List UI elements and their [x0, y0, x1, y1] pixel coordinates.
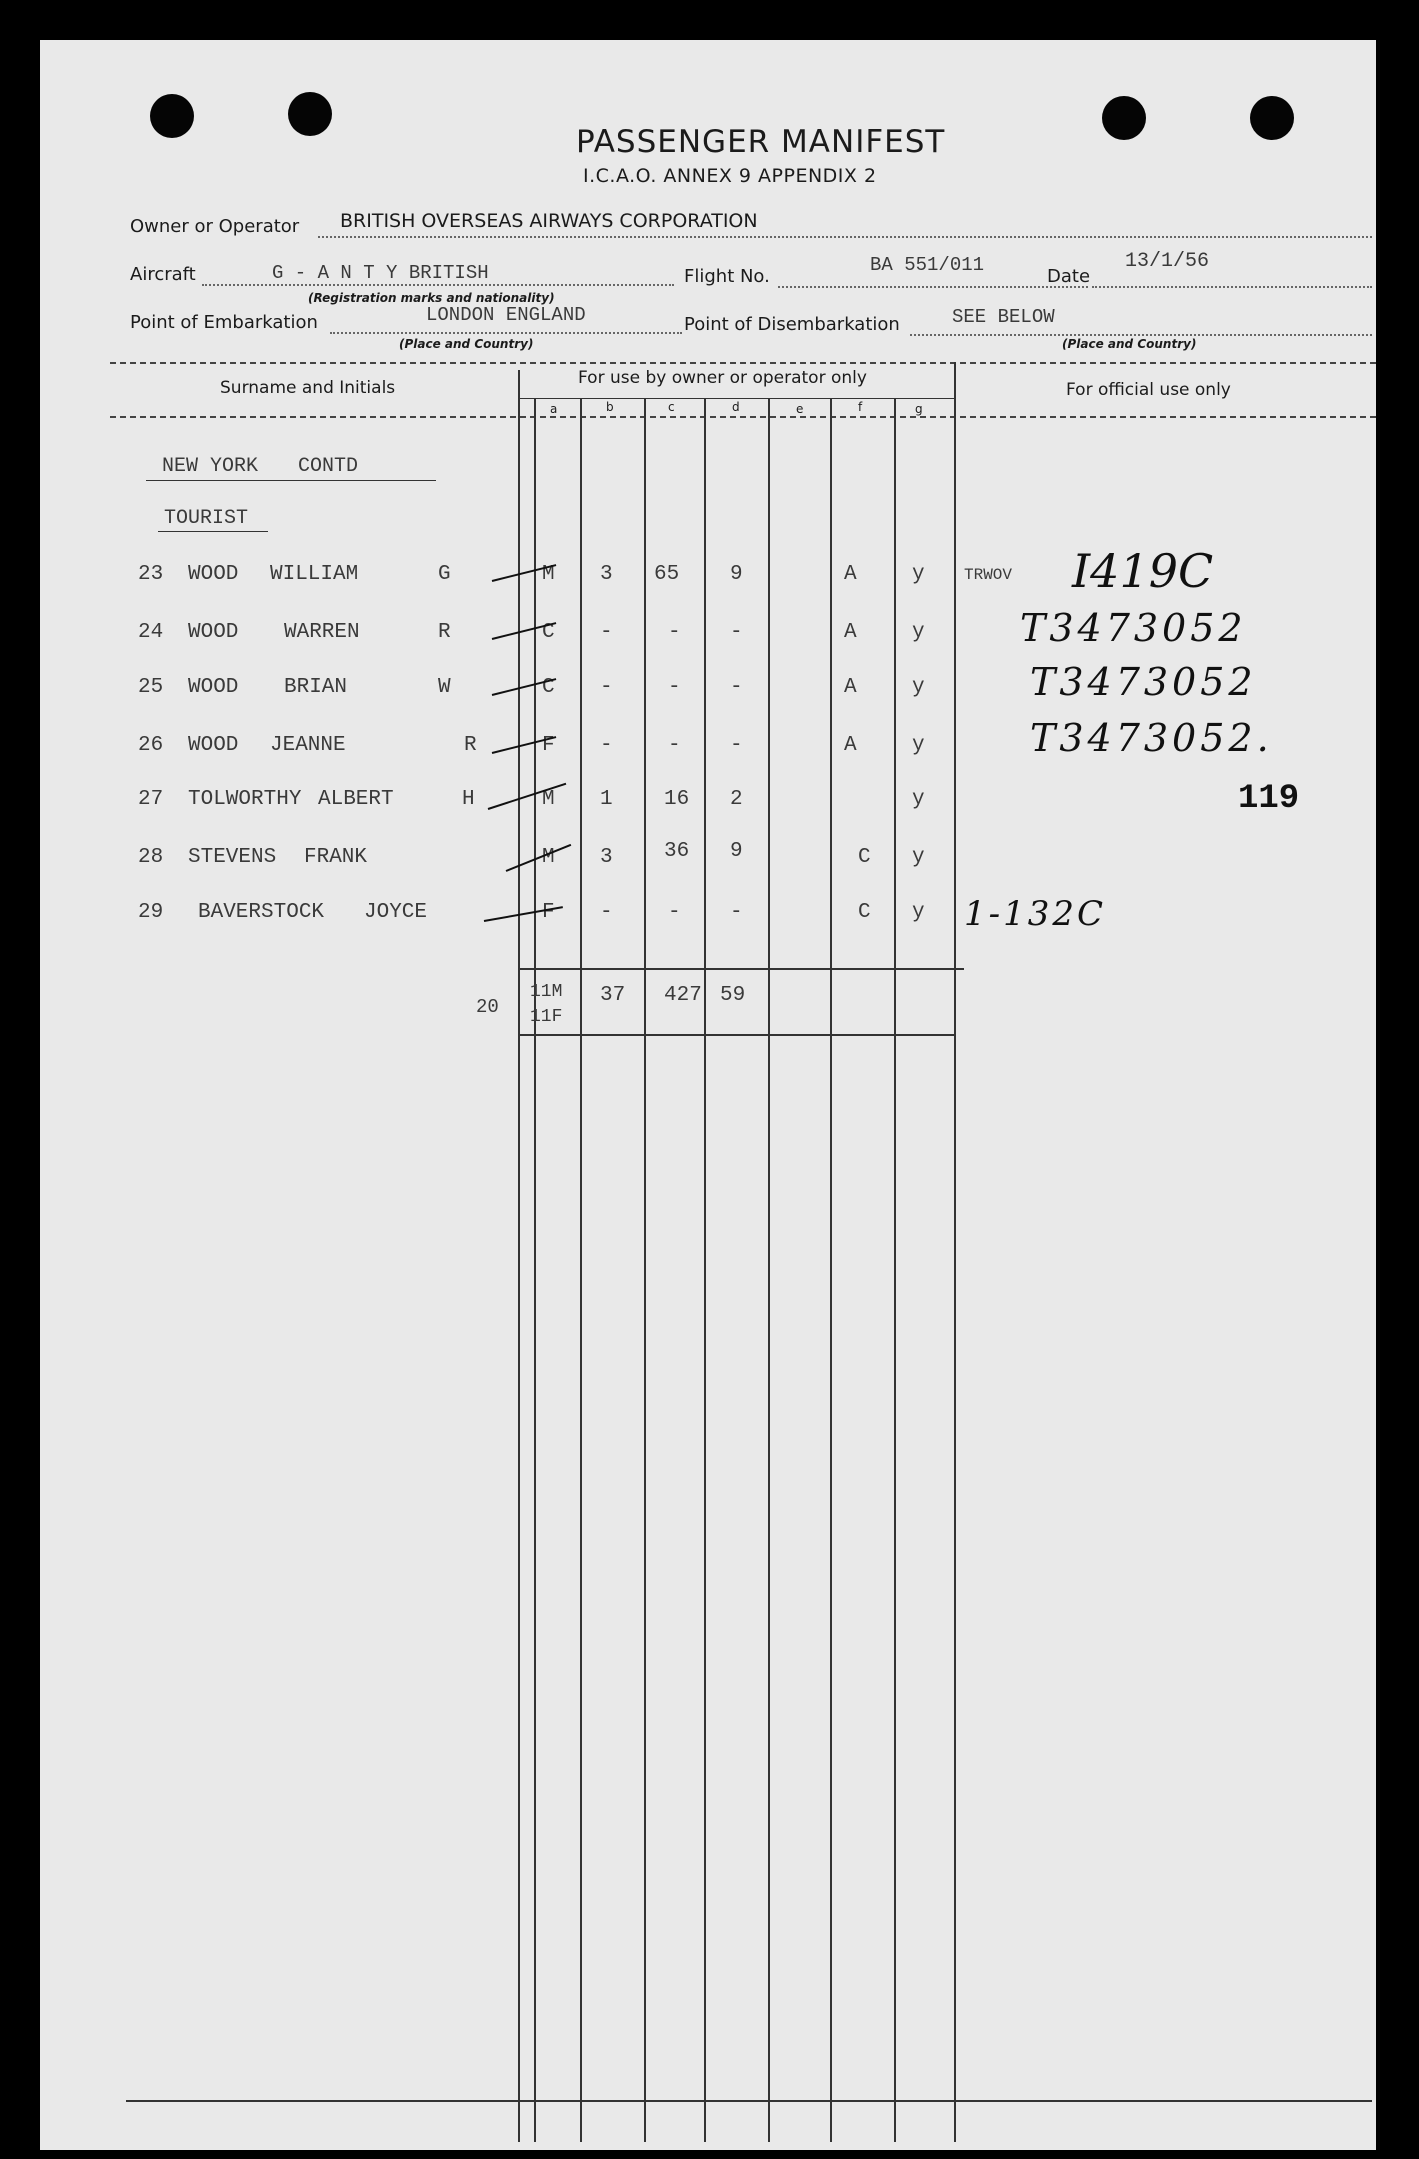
cell-a: F: [542, 734, 555, 757]
cell-b: -: [600, 676, 613, 699]
page-bottom-rule: [126, 2100, 1372, 2102]
page-number: 119: [1238, 780, 1300, 818]
official-entry: T3473052.: [1030, 716, 1273, 760]
disembarkation-label: Point of Disembarkation: [684, 314, 900, 335]
totals-a-male: 11M: [530, 982, 563, 1002]
passenger-surname: WOOD: [188, 621, 239, 644]
passenger-initial: G: [438, 563, 451, 586]
page-title: PASSENGER MANIFEST: [576, 124, 946, 160]
passenger-first-name: JEANNE: [270, 734, 346, 757]
passenger-surname: WOOD: [188, 734, 239, 757]
aircraft-label: Aircraft: [130, 264, 196, 285]
official-prefix: TRWOV: [964, 566, 1013, 584]
passenger-surname: BAVERSTOCK: [198, 901, 325, 924]
class-underline: [158, 531, 268, 532]
sub-header-g: g: [915, 402, 923, 416]
punch-hole-3: [1102, 96, 1146, 140]
aircraft-caption: (Registration marks and nationality): [308, 291, 555, 305]
passenger-surname: TOLWORTHY: [188, 788, 302, 811]
totals-d: 59: [720, 984, 746, 1007]
cell-c: -: [668, 901, 681, 924]
passenger-surname: WOOD: [188, 563, 239, 586]
row-number: 28: [138, 846, 164, 869]
cell-d: -: [730, 734, 743, 757]
cell-c: 65: [654, 563, 680, 586]
date-label: Date: [1047, 266, 1091, 287]
passenger-surname: STEVENS: [188, 846, 277, 869]
cell-b: 3: [600, 846, 613, 869]
row-number: 27: [138, 788, 164, 811]
flight-dotted-line: [778, 286, 1088, 288]
official-entry: T3473052: [1020, 606, 1247, 650]
totals-count: 20: [476, 996, 499, 1018]
row-number: 23: [138, 563, 164, 586]
passenger-initial: R: [464, 734, 477, 757]
passenger-first-name: WILLIAM: [270, 563, 359, 586]
cell-g: y: [912, 621, 925, 644]
cell-g: y: [912, 563, 925, 586]
passenger-first-name: ALBERT: [318, 788, 394, 811]
column-divider-c: [644, 398, 646, 2142]
cell-g: y: [912, 846, 925, 869]
official-entry: I419C: [1072, 544, 1214, 598]
date-dotted-line: [1092, 286, 1372, 288]
cell-f: A: [844, 563, 857, 586]
owner-value: BRITISH OVERSEAS AIRWAYS CORPORATION: [340, 210, 758, 232]
column-header-name: Surname and Initials: [220, 378, 396, 398]
column-divider-e: [768, 398, 770, 2142]
cell-a: C: [542, 621, 555, 644]
column-divider-official: [954, 362, 956, 2142]
passenger-first-name: WARREN: [284, 621, 360, 644]
owner-label: Owner or Operator: [130, 216, 300, 237]
punch-hole-2: [288, 92, 332, 136]
section-contd: CONTD: [298, 455, 359, 478]
check-mark: [506, 844, 572, 872]
cell-a: F: [542, 901, 555, 924]
embarkation-caption: (Place and Country): [399, 337, 534, 351]
date-value: 13/1/56: [1125, 250, 1210, 273]
cell-d: 2: [730, 788, 743, 811]
cell-a: M: [542, 788, 555, 811]
cell-f: C: [858, 901, 871, 924]
cell-c: -: [668, 676, 681, 699]
passenger-initial: H: [462, 788, 475, 811]
cell-d: -: [730, 676, 743, 699]
cell-d: 9: [730, 563, 743, 586]
owner-dotted-line: [318, 236, 1372, 238]
passenger-surname: WOOD: [188, 676, 239, 699]
cell-a: M: [542, 563, 555, 586]
column-divider-name: [518, 370, 520, 2142]
sub-header-b: b: [606, 400, 614, 414]
sub-header-e: e: [796, 402, 804, 416]
column-divider-f: [830, 398, 832, 2142]
embarkation-value: LONDON ENGLAND: [426, 304, 586, 326]
passenger-initial: W: [438, 676, 451, 699]
manifest-page: [40, 40, 1376, 2150]
cell-c: -: [668, 734, 681, 757]
punch-hole-1: [150, 94, 194, 138]
disembarkation-dotted-line: [910, 334, 1372, 336]
official-entry: T3473052: [1030, 660, 1257, 704]
row-number: 25: [138, 676, 164, 699]
cell-c: 16: [664, 788, 690, 811]
aircraft-dotted-line: [202, 284, 674, 286]
embarkation-label: Point of Embarkation: [130, 312, 318, 333]
sub-header-c: c: [668, 400, 675, 414]
cell-f: C: [858, 846, 871, 869]
cell-d: -: [730, 901, 743, 924]
column-header-owner-use: For use by owner or operator only: [578, 368, 867, 388]
cell-f: A: [844, 621, 857, 644]
totals-top-rule: [518, 968, 964, 970]
page-subtitle: I.C.A.O. ANNEX 9 APPENDIX 2: [583, 165, 877, 187]
sub-header-a: a: [550, 402, 558, 416]
section-destination: NEW YORK: [162, 455, 259, 478]
cell-b: -: [600, 621, 613, 644]
sub-header-d: d: [732, 400, 740, 414]
row-number: 26: [138, 734, 164, 757]
row-number: 29: [138, 901, 164, 924]
cell-d: -: [730, 621, 743, 644]
flight-value: BA 551/011: [870, 254, 985, 276]
cell-g: y: [912, 788, 925, 811]
cell-c: -: [668, 621, 681, 644]
table-top-rule: [110, 362, 1376, 364]
column-divider-d: [704, 398, 706, 2142]
column-divider-g: [894, 398, 896, 2142]
totals-a-female: 11F: [530, 1007, 563, 1027]
column-header-official: For official use only: [1066, 380, 1231, 400]
aircraft-value: G - A N T Y BRITISH: [272, 262, 489, 284]
cell-b: -: [600, 901, 613, 924]
cell-f: A: [844, 734, 857, 757]
sub-header-f: f: [858, 400, 863, 414]
cell-c: 36: [664, 840, 690, 863]
totals-c: 427: [664, 984, 702, 1007]
totals-b: 37: [600, 984, 626, 1007]
disembarkation-value: SEE BELOW: [952, 306, 1055, 328]
column-divider-a: [534, 398, 536, 2142]
cell-a: C: [542, 676, 555, 699]
flight-label: Flight No.: [684, 266, 770, 287]
header-bottom-rule: [110, 416, 1376, 418]
row-number: 24: [138, 621, 164, 644]
passenger-first-name: FRANK: [304, 846, 368, 869]
cell-b: -: [600, 734, 613, 757]
cell-d: 9: [730, 840, 743, 863]
cell-f: A: [844, 676, 857, 699]
punch-hole-4: [1250, 96, 1294, 140]
official-entry: 1-132C: [964, 894, 1107, 934]
cell-b: 3: [600, 563, 613, 586]
cell-g: y: [912, 734, 925, 757]
embarkation-dotted-line: [330, 332, 682, 334]
cell-g: y: [912, 901, 925, 924]
passenger-first-name: BRIAN: [284, 676, 348, 699]
subheader-rule: [518, 398, 954, 399]
section-class: TOURIST: [164, 507, 249, 530]
cell-a: M: [542, 846, 555, 869]
totals-bottom-rule: [518, 1034, 954, 1036]
column-divider-b: [580, 398, 582, 2142]
passenger-initial: R: [438, 621, 451, 644]
cell-g: y: [912, 676, 925, 699]
passenger-first-name: JOYCE: [364, 901, 428, 924]
section-underline: [146, 480, 436, 481]
disembarkation-caption: (Place and Country): [1062, 337, 1197, 351]
cell-b: 1: [600, 788, 613, 811]
